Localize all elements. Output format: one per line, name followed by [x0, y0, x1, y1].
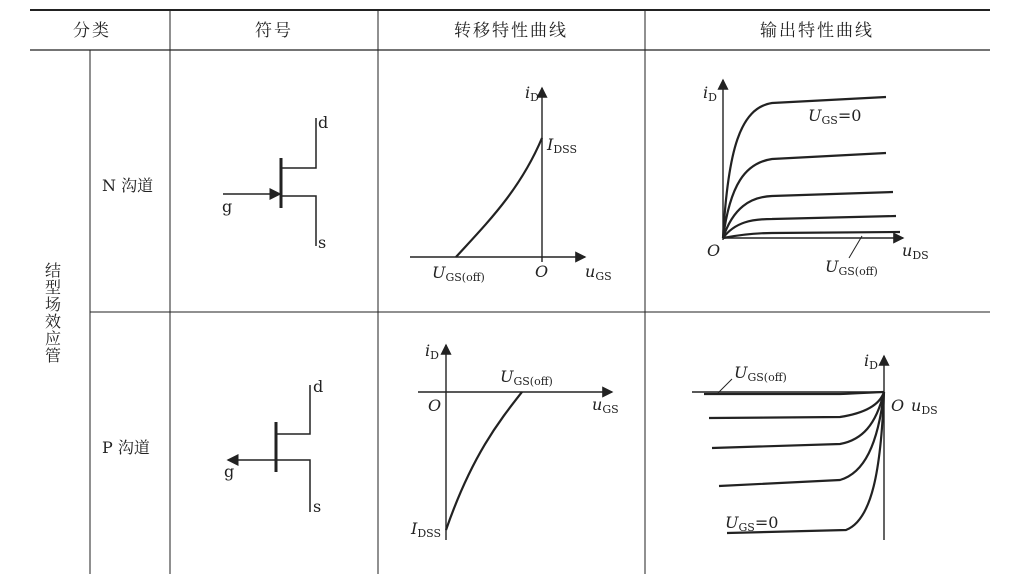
table-grid — [30, 10, 990, 574]
p-transfer-y-label: iD — [425, 341, 439, 362]
n-output-cutoff-label: UGS(off) — [825, 257, 878, 278]
p-output-leader — [718, 379, 732, 393]
p-drain-lead — [276, 385, 310, 434]
n-transfer-curve — [456, 138, 542, 257]
channel-label-n: N 沟道 — [102, 176, 154, 195]
p-source-label: s — [313, 497, 322, 516]
p-transfer-origin: O — [428, 396, 442, 415]
n-transfer-cutoff-label: UGS(off) — [432, 263, 485, 284]
header-output: 输出特性曲线 — [760, 21, 874, 41]
p-transfer-curve — [446, 392, 522, 530]
p-output-ugs0-label: UGS=0 — [725, 513, 779, 534]
p-output-curve-4 — [719, 392, 884, 486]
n-output-ugs0-label: UGS=0 — [808, 106, 862, 127]
p-output-y-label: iD — [864, 351, 878, 372]
p-output-curve-2 — [709, 392, 884, 418]
n-gate-label: g — [222, 197, 233, 216]
p-drain-label: d — [313, 377, 324, 396]
n-transfer-y-label: iD — [525, 83, 539, 104]
p-output-curve-3 — [712, 392, 884, 448]
n-output-curve-5 — [723, 232, 900, 238]
n-source-lead — [281, 196, 316, 246]
p-source-lead — [276, 460, 310, 512]
n-source-label: s — [318, 233, 327, 252]
n-transfer-idss-label: IDSS — [547, 135, 578, 156]
n-output-chart — [703, 80, 929, 278]
p-gate-label: g — [224, 462, 235, 481]
p-output-x-label: uDS — [911, 396, 938, 417]
n-output-y-label: iD — [703, 83, 717, 104]
p-output-cutoff-label: UGS(off) — [734, 363, 787, 384]
header-symbol: 符号 — [255, 21, 293, 41]
n-transfer-chart — [410, 83, 612, 284]
header-transfer: 转移特性曲线 — [454, 21, 568, 41]
n-channel-symbol — [222, 113, 328, 252]
p-output-origin: O — [891, 396, 905, 415]
header-category: 分类 — [73, 21, 111, 41]
p-transfer-cutoff-label: UGS(off) — [500, 367, 553, 388]
n-drain-label: d — [318, 113, 329, 132]
p-transfer-chart — [410, 341, 619, 540]
p-transfer-idss-label: IDSS — [411, 519, 442, 540]
n-output-curve-3 — [723, 192, 893, 238]
n-output-origin: O — [707, 241, 721, 260]
n-output-leader — [849, 236, 862, 258]
p-output-chart — [692, 351, 938, 540]
n-drain-lead — [281, 118, 316, 168]
n-transfer-x-label: uGS — [585, 262, 612, 283]
group-label: 结型场效应管 — [42, 262, 62, 364]
channel-label-p: P 沟道 — [102, 438, 150, 457]
p-channel-symbol — [224, 377, 323, 516]
p-transfer-x-label: uGS — [592, 395, 619, 416]
n-output-x-label: uDS — [902, 241, 929, 262]
n-transfer-origin: O — [535, 262, 549, 281]
